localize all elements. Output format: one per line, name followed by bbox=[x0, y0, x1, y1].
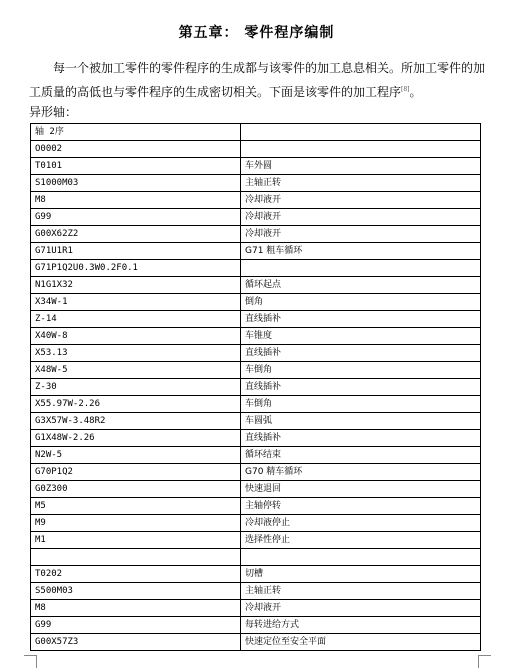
program-code-cell bbox=[31, 549, 241, 566]
program-note-cell bbox=[241, 124, 481, 141]
intro-text: 每一个被加工零件的零件程序的生成都与该零件的加工息息相关。所加工零件的加工质量的高低也与零件程序的生成密切相关。下面是该零件的加工程序 bbox=[29, 61, 486, 99]
table-row bbox=[31, 175, 481, 192]
program-note-cell bbox=[241, 549, 481, 566]
table-row bbox=[31, 549, 481, 566]
program-note-cell: 车倒角 bbox=[241, 362, 481, 379]
table-row bbox=[31, 464, 481, 481]
table-row bbox=[31, 634, 481, 651]
program-code-cell: X48W-5 bbox=[31, 362, 241, 379]
program-note-cell: 主轴正转 bbox=[241, 175, 481, 192]
table-row bbox=[31, 447, 481, 464]
program-note-cell: 选择性停止 bbox=[241, 532, 481, 549]
page-corner-mark-right bbox=[478, 655, 491, 668]
table-row bbox=[31, 124, 481, 141]
program-code-cell: O0002 bbox=[31, 141, 241, 158]
program-note-cell: 冷却液开 bbox=[241, 192, 481, 209]
chapter-title: 第五章： 零件程序编制 bbox=[178, 25, 335, 41]
table-row bbox=[31, 498, 481, 515]
program-code-cell: T0202 bbox=[31, 566, 241, 583]
program-note-cell: 冷却液开 bbox=[241, 226, 481, 243]
table-row bbox=[31, 413, 481, 430]
program-note-cell: 车圆弧 bbox=[241, 413, 481, 430]
program-note-cell: 直线插补 bbox=[241, 311, 481, 328]
program-code-cell: G99 bbox=[31, 617, 241, 634]
table-row bbox=[31, 209, 481, 226]
program-code-cell: G71P1Q2U0.3W0.2F0.1 bbox=[31, 260, 241, 277]
program-code-cell: M5 bbox=[31, 498, 241, 515]
table-row bbox=[31, 260, 481, 277]
program-note-cell: 直线插补 bbox=[241, 345, 481, 362]
program-note-cell: 冷却液开 bbox=[241, 209, 481, 226]
program-code-cell: G00X62Z2 bbox=[31, 226, 241, 243]
program-code-cell: G70P1Q2 bbox=[31, 464, 241, 481]
program-note-cell bbox=[241, 141, 481, 158]
table-row bbox=[31, 583, 481, 600]
program-code-cell: Z-14 bbox=[31, 311, 241, 328]
program-code-cell: Z-30 bbox=[31, 379, 241, 396]
program-code-cell: G0Z300 bbox=[31, 481, 241, 498]
program-note-cell: 直线插补 bbox=[241, 430, 481, 447]
table-row bbox=[31, 158, 481, 175]
table-row bbox=[31, 617, 481, 634]
program-code-cell: S500M03 bbox=[31, 583, 241, 600]
table-row bbox=[31, 277, 481, 294]
table-row bbox=[31, 515, 481, 532]
reference-marker: [8] bbox=[401, 86, 410, 93]
table-row bbox=[31, 396, 481, 413]
program-code-cell: S1000M03 bbox=[31, 175, 241, 192]
table-row bbox=[31, 362, 481, 379]
program-note-cell: 循环起点 bbox=[241, 277, 481, 294]
program-code-cell: 轴 2序 bbox=[31, 124, 241, 141]
page-corner-mark-left bbox=[24, 655, 37, 668]
program-note-cell: 每转进给方式 bbox=[241, 617, 481, 634]
program-code-cell: X34W-1 bbox=[31, 294, 241, 311]
program-note-cell: 冷却液开 bbox=[241, 600, 481, 617]
table-row bbox=[31, 430, 481, 447]
program-code-cell: G71U1R1 bbox=[31, 243, 241, 260]
program-code-cell: N2W-5 bbox=[31, 447, 241, 464]
program-code-cell: X55.97W-2.26 bbox=[31, 396, 241, 413]
table-row bbox=[31, 311, 481, 328]
program-code-cell: G3X57W-3.48R2 bbox=[31, 413, 241, 430]
table-row bbox=[31, 243, 481, 260]
table-row bbox=[31, 328, 481, 345]
program-note-cell: G71 粗车循环 bbox=[241, 243, 481, 260]
program-note-cell: 车锥度 bbox=[241, 328, 481, 345]
program-note-cell: 冷却液停止 bbox=[241, 515, 481, 532]
program-note-cell: 车倒角 bbox=[241, 396, 481, 413]
program-code-cell: N1G1X32 bbox=[31, 277, 241, 294]
table-row bbox=[31, 600, 481, 617]
program-code-cell: G00X57Z3 bbox=[31, 634, 241, 651]
program-note-cell: 主轴正转 bbox=[241, 583, 481, 600]
program-code-cell: M1 bbox=[31, 532, 241, 549]
program-note-cell: 快速定位至安全平面 bbox=[241, 634, 481, 651]
program-code-cell: M9 bbox=[31, 515, 241, 532]
program-note-cell bbox=[241, 260, 481, 277]
program-code-cell: X53.13 bbox=[31, 345, 241, 362]
program-table bbox=[30, 123, 481, 651]
program-code-cell: M8 bbox=[31, 192, 241, 209]
program-note-cell: G70 精车循环 bbox=[241, 464, 481, 481]
table-row bbox=[31, 481, 481, 498]
program-code-cell: M8 bbox=[31, 600, 241, 617]
table-row bbox=[31, 294, 481, 311]
table-row bbox=[31, 345, 481, 362]
program-note-cell: 切槽 bbox=[241, 566, 481, 583]
table-row bbox=[31, 226, 481, 243]
intro-paragraph bbox=[29, 57, 491, 103]
intro-end: 。 bbox=[409, 85, 422, 99]
table-row bbox=[31, 532, 481, 549]
table-row bbox=[31, 566, 481, 583]
table-row bbox=[31, 141, 481, 158]
program-code-cell: X40W-8 bbox=[31, 328, 241, 345]
program-note-cell: 直线插补 bbox=[241, 379, 481, 396]
program-note-cell: 循环结束 bbox=[241, 447, 481, 464]
table-row bbox=[31, 379, 481, 396]
program-note-cell: 主轴停转 bbox=[241, 498, 481, 515]
program-code-cell: T0101 bbox=[31, 158, 241, 175]
part-subheading: 异形轴： bbox=[29, 105, 78, 119]
program-note-cell: 车外圆 bbox=[241, 158, 481, 175]
program-code-cell: G99 bbox=[31, 209, 241, 226]
program-note-cell: 倒角 bbox=[241, 294, 481, 311]
program-code-cell: G1X48W-2.26 bbox=[31, 430, 241, 447]
program-note-cell: 快速退回 bbox=[241, 481, 481, 498]
table-row bbox=[31, 192, 481, 209]
